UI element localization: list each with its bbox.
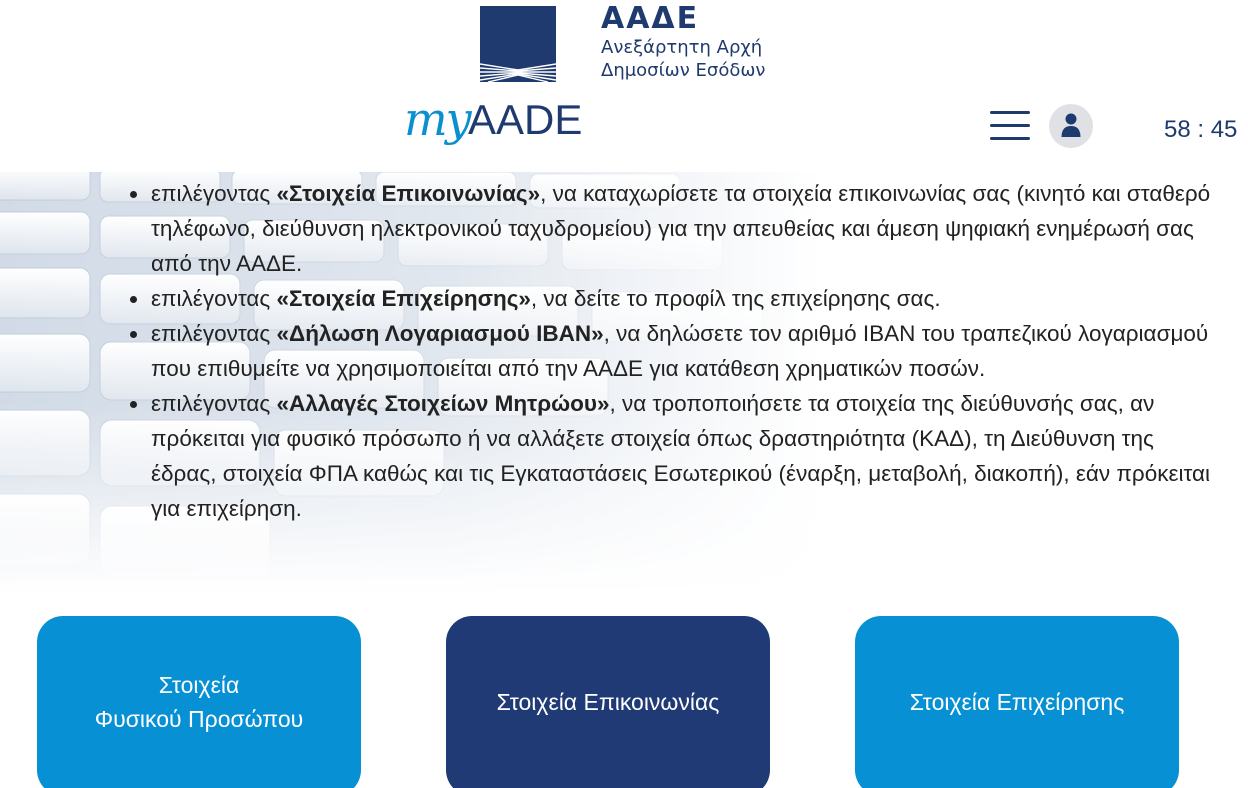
brand-aade: AADE (468, 96, 583, 143)
item-bold-label: «Αλλαγές Στοιχείων Μητρώου» (276, 391, 610, 416)
aade-logo-text (601, 2, 765, 82)
list-item (130, 176, 1220, 281)
item-bold-label: «Στοιχεία Επικοινωνίας» (276, 181, 541, 206)
session-timer: 58 : 45 (1164, 116, 1238, 143)
item-text: , να τροποποιήσετε τα στοιχεία της διεύθυνσής σας, αν πρόκειται για φυσικό πρόσωπο ή να αλλάξετε στοιχεία όπως δραστηριότητα (ΚΑΔ), τη Διεύθυνση της έδρας, στοιχεία ΦΠΑ καθώς και τις Εγκαταστάσεις Εσωτερικού (έναρξη, μεταβολή, διακοπή), εάν πρόκειται για επιχείρηση. (151, 391, 1211, 521)
tile-label (95, 668, 303, 744)
instructions-list (130, 176, 1220, 526)
tile-label-line2: Φυσικού Προσώπου (94, 706, 304, 732)
tile-label: Στοιχεία Επιχείρησης (909, 689, 1125, 715)
tile-label: Στοιχεία Επικοινωνίας (496, 689, 720, 715)
item-bold-label: «Δήλωση Λογαριασμού IBAN» (276, 321, 604, 346)
logo-title: ΑΑΔΕ (601, 1, 700, 36)
item-text: , να δηλώσετε τον αριθμό IBAN του τραπεζικού λογαριασμού που επιθυμείτε να χρησιμοποιείται από την ΑΑΔΕ για κατάθεση χρηματικών ποσών. (151, 321, 1209, 381)
item-bold-label: «Στοιχεία Επιχείρησης» (276, 286, 531, 311)
item-text: , να καταχωρίσετε τα στοιχεία επικοινωνίας σας (κινητό και σταθερό τηλέφωνο, διεύθυνση ηλεκτρονικού ταχυδρομείου) για την απευθείας και άμεση ψηφιακή ενημέρωσή σας από την ΑΑΔΕ. (151, 181, 1211, 276)
item-prefix: επιλέγοντας (151, 391, 277, 416)
tile-natural-person-details[interactable] (37, 616, 361, 788)
list-item (130, 386, 1220, 526)
list-item (130, 316, 1220, 386)
item-prefix: επιλέγοντας (151, 321, 277, 346)
brand-my: my (404, 92, 470, 146)
item-text: , να δείτε το προφίλ της επιχείρησης σας. (530, 286, 941, 311)
user-icon[interactable] (1049, 104, 1093, 148)
user-silhouette (1049, 104, 1093, 148)
logo-subtitle-line1: Ανεξάρτητη Αρχή (601, 37, 763, 58)
item-prefix: επιλέγοντας (151, 181, 277, 206)
logo-subtitle-line2: Δημοσίων Εσόδων (601, 60, 766, 81)
tile-business-details[interactable] (855, 616, 1179, 788)
hamburger-icon[interactable] (988, 108, 1032, 144)
site-header (0, 0, 1248, 172)
tile-label-line1: Στοιχεία (158, 672, 240, 698)
item-prefix: επιλέγοντας (151, 286, 277, 311)
content-area (0, 172, 1248, 592)
list-item (130, 281, 1220, 316)
tile-contact-details[interactable] (446, 616, 770, 788)
aade-logo-icon (480, 6, 556, 82)
